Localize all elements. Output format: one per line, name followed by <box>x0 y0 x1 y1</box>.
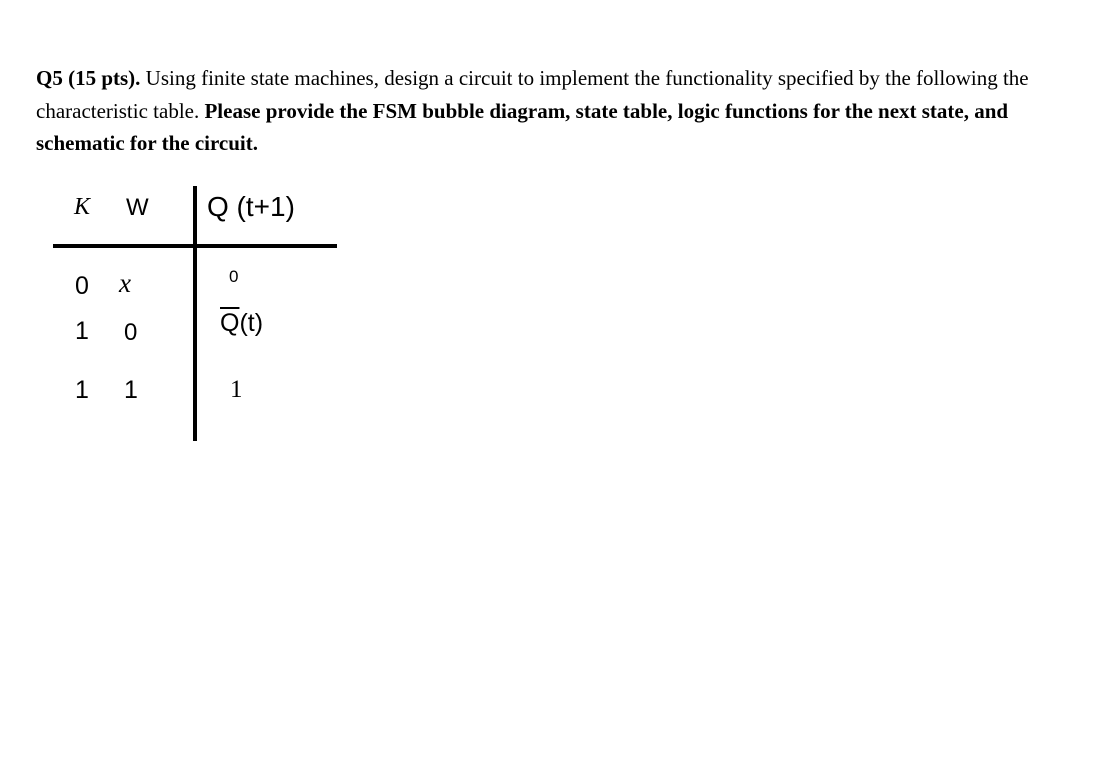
question-instructions: Please provide the FSM bubble diagram, state table, logic functions for the next state, and schematic for the circuit. <box>36 98 1009 155</box>
question-label: Q5 (15 pts). <box>36 66 141 90</box>
row2-w: 0 <box>124 319 138 346</box>
q-bar-symbol: $\overline{Q}$ <box>220 309 240 337</box>
row3-w: 1 <box>124 376 138 404</box>
header-k: K <box>74 194 91 220</box>
table-column-divider <box>193 186 197 441</box>
header-w: W <box>126 194 149 221</box>
header-q-next: Q (t+1) <box>207 191 295 222</box>
row1-q-next: 0 <box>229 267 239 286</box>
q-bar-suffix: (t) <box>239 309 264 337</box>
row2-q-next <box>220 311 263 336</box>
question-body: Using finite state machines, design a circuit to implement the functionality specified by the following the characteristic table. <box>36 66 1029 123</box>
row1-k: 0 <box>75 272 89 300</box>
row2-k: 1 <box>75 317 89 345</box>
row1-w: x <box>119 268 131 298</box>
row3-k: 1 <box>75 376 89 404</box>
row3-q-next: 1 <box>230 376 243 403</box>
